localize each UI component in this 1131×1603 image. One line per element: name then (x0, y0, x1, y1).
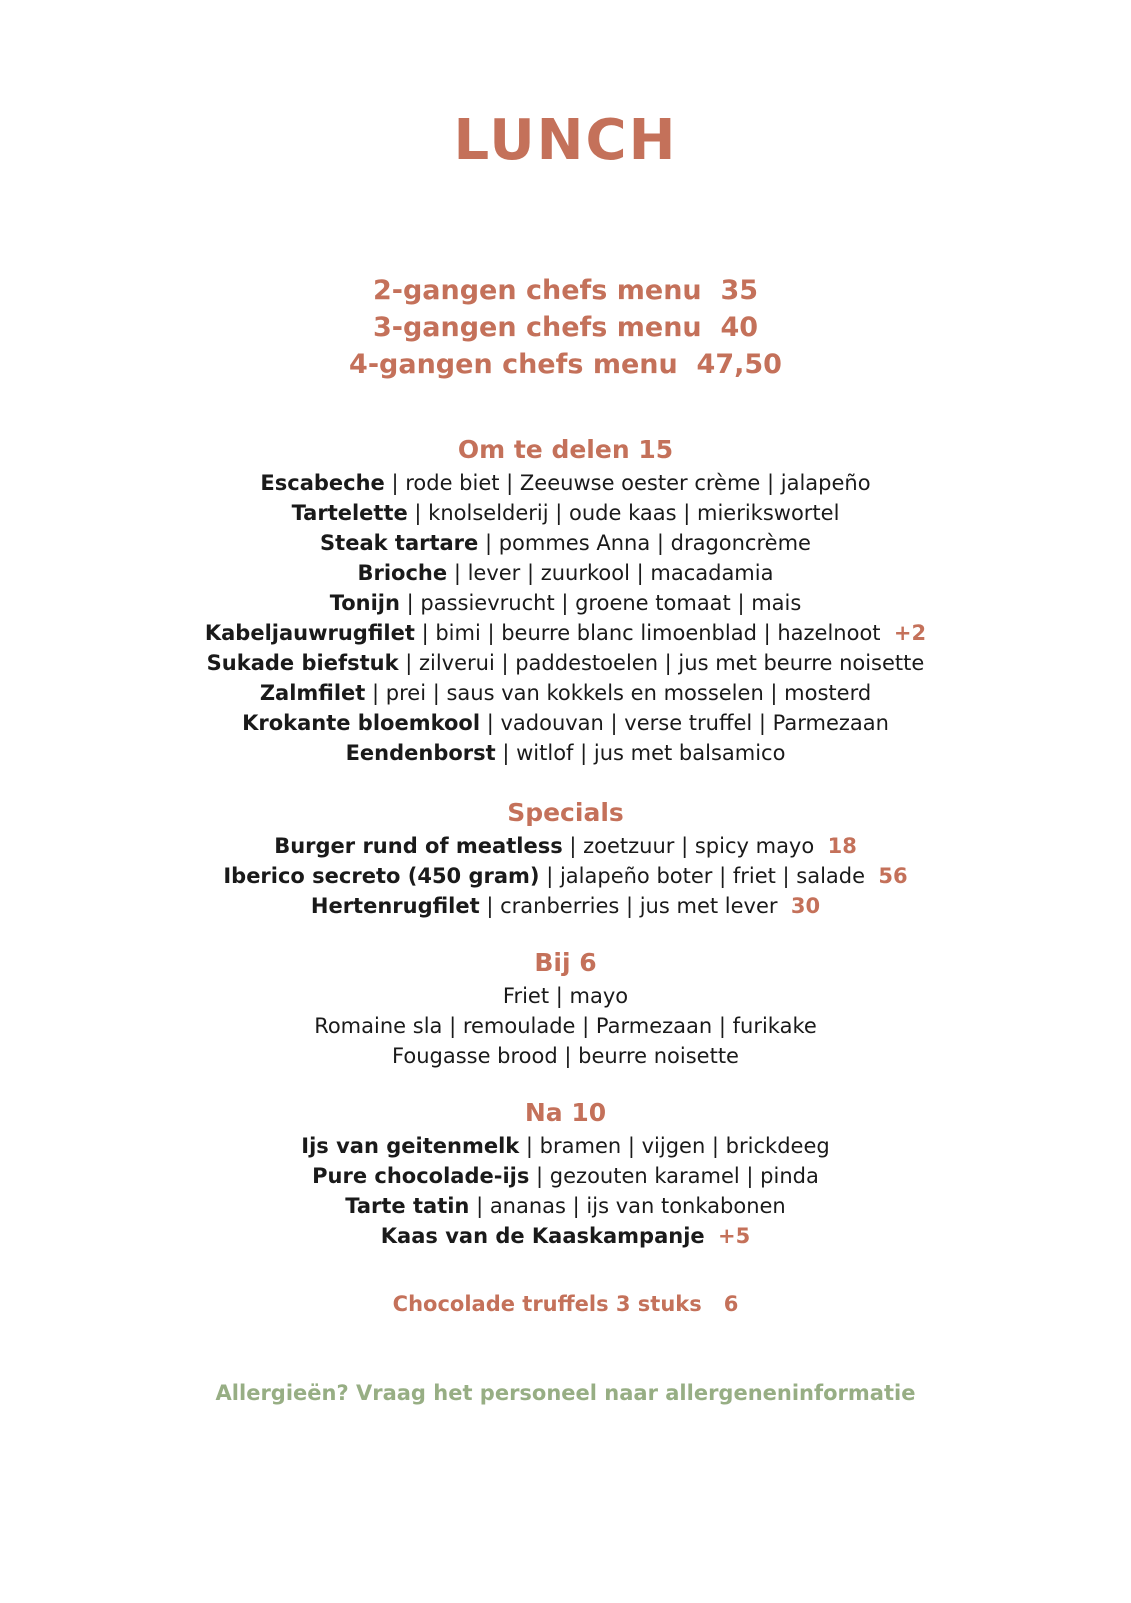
section-na (0, 1095, 1131, 1251)
truffles-line (0, 1292, 1131, 1316)
dish-name: Sukade biefstuk (206, 651, 399, 675)
dish-price: 56 (878, 864, 908, 888)
dish-name: Hertenrugfilet (310, 894, 480, 918)
dish-name: Pure chocolade-ijs (312, 1164, 530, 1188)
chef-menu-label: 3-gangen chefs menu (372, 312, 702, 343)
dish-name: Eendenborst (345, 741, 496, 765)
dish-name: Tarte tatin (345, 1194, 470, 1218)
allergy-note: Allergieën? Vraag het personeel naar allergeneninformatie (215, 1381, 916, 1405)
dish-name: Kaas van de Kaaskampanje (380, 1224, 705, 1248)
dish-name: Krokante bloemkool (242, 711, 481, 735)
section-om-te-delen (0, 432, 1131, 768)
section-specials (0, 795, 1131, 921)
dish-description: | zoetzuur | spicy mayo (562, 834, 815, 858)
side-dish-row: Romaine sla | remoulade | Parmezaan | furikake (314, 1014, 817, 1038)
dish-row (0, 618, 1131, 648)
dish-row (0, 708, 1131, 738)
chef-menu-price: 47,50 (696, 349, 782, 380)
dish-name: Tartelette (291, 501, 408, 525)
side-dish-row: Friet | mayo (502, 984, 629, 1008)
dish-description: | ananas | ijs van tonkabonen (469, 1194, 786, 1218)
dish-price: 18 (827, 834, 857, 858)
chef-menu-line (0, 272, 1131, 309)
dish-name: Tonijn (329, 591, 400, 615)
chef-menu-price: 35 (720, 275, 759, 306)
dish-description: | lever | zuurkool | macadamia (447, 561, 774, 585)
dish-row (0, 558, 1131, 588)
chef-menus (0, 272, 1131, 383)
dish-row (0, 738, 1131, 768)
dish-description: | pommes Anna | dragoncrème (478, 531, 811, 555)
dish-name: Steak tartare (320, 531, 479, 555)
truffles-price: 6 (723, 1292, 739, 1316)
dish-row (0, 1161, 1131, 1191)
dish-price: +2 (893, 621, 927, 645)
dish-row (0, 891, 1131, 921)
dish-name: Escabeche (260, 471, 385, 495)
dish-row (0, 1191, 1131, 1221)
dish-description: | vadouvan | verse truffel | Parmezaan (480, 711, 889, 735)
dish-name: Burger rund of meatless (274, 834, 563, 858)
dish-description: | gezouten karamel | pinda (529, 1164, 819, 1188)
dish-row (0, 588, 1131, 618)
chef-menu-line (0, 346, 1131, 383)
dish-row (0, 1221, 1131, 1251)
section-heading: Bij 6 (534, 948, 597, 977)
dish-row (0, 678, 1131, 708)
dish-row (0, 498, 1131, 528)
dish-row (0, 1131, 1131, 1161)
dish-description: | cranberries | jus met lever (479, 894, 778, 918)
dish-row (0, 861, 1131, 891)
chef-menu-label: 4-gangen chefs menu (349, 349, 678, 380)
dish-row (0, 648, 1131, 678)
dish-description: | zilverui | paddestoelen | jus met beurre noisette (398, 651, 925, 675)
dish-description: | witlof | jus met balsamico (495, 741, 786, 765)
section-heading: Om te delen 15 (457, 435, 674, 464)
dish-price: 30 (790, 894, 821, 918)
dish-description: | passievrucht | groene tomaat | mais (399, 591, 802, 615)
dish-name: Ijs van geitenmelk (301, 1134, 520, 1158)
dish-name: Brioche (357, 561, 448, 585)
section-heading: Na 10 (524, 1098, 607, 1127)
chef-menu-line (0, 309, 1131, 346)
dish-description: | knolselderij | oude kaas | mierikswortel (407, 501, 840, 525)
section-bij (0, 945, 1131, 1071)
side-dish-row: Fougasse brood | beurre noisette (392, 1044, 739, 1068)
dish-price: +5 (718, 1224, 751, 1248)
dish-description: | rode biet | Zeeuwse oester crème | jalapeño (384, 471, 871, 495)
dish-description: | bimi | beurre blanc limoenblad | hazelnoot (414, 621, 881, 645)
dish-row (0, 468, 1131, 498)
dish-name: Zalmfilet (259, 681, 366, 705)
dish-row (0, 528, 1131, 558)
section-heading: Specials (507, 798, 624, 827)
chef-menu-price: 40 (720, 312, 759, 343)
page-title: LUNCH (453, 108, 678, 173)
dish-description: | prei | saus van kokkels en mosselen | mosterd (365, 681, 872, 705)
dish-name: Iberico secreto (450 gram) (223, 864, 540, 888)
truffles-label: Chocolade truffels 3 stuks (392, 1292, 702, 1316)
dish-row (0, 831, 1131, 861)
dish-description: | jalapeño boter | friet | salade (539, 864, 866, 888)
dish-description: | bramen | vijgen | brickdeeg (519, 1134, 830, 1158)
chef-menu-label: 2-gangen chefs menu (372, 275, 702, 306)
dish-name: Kabeljauwrugfilet (204, 621, 415, 645)
